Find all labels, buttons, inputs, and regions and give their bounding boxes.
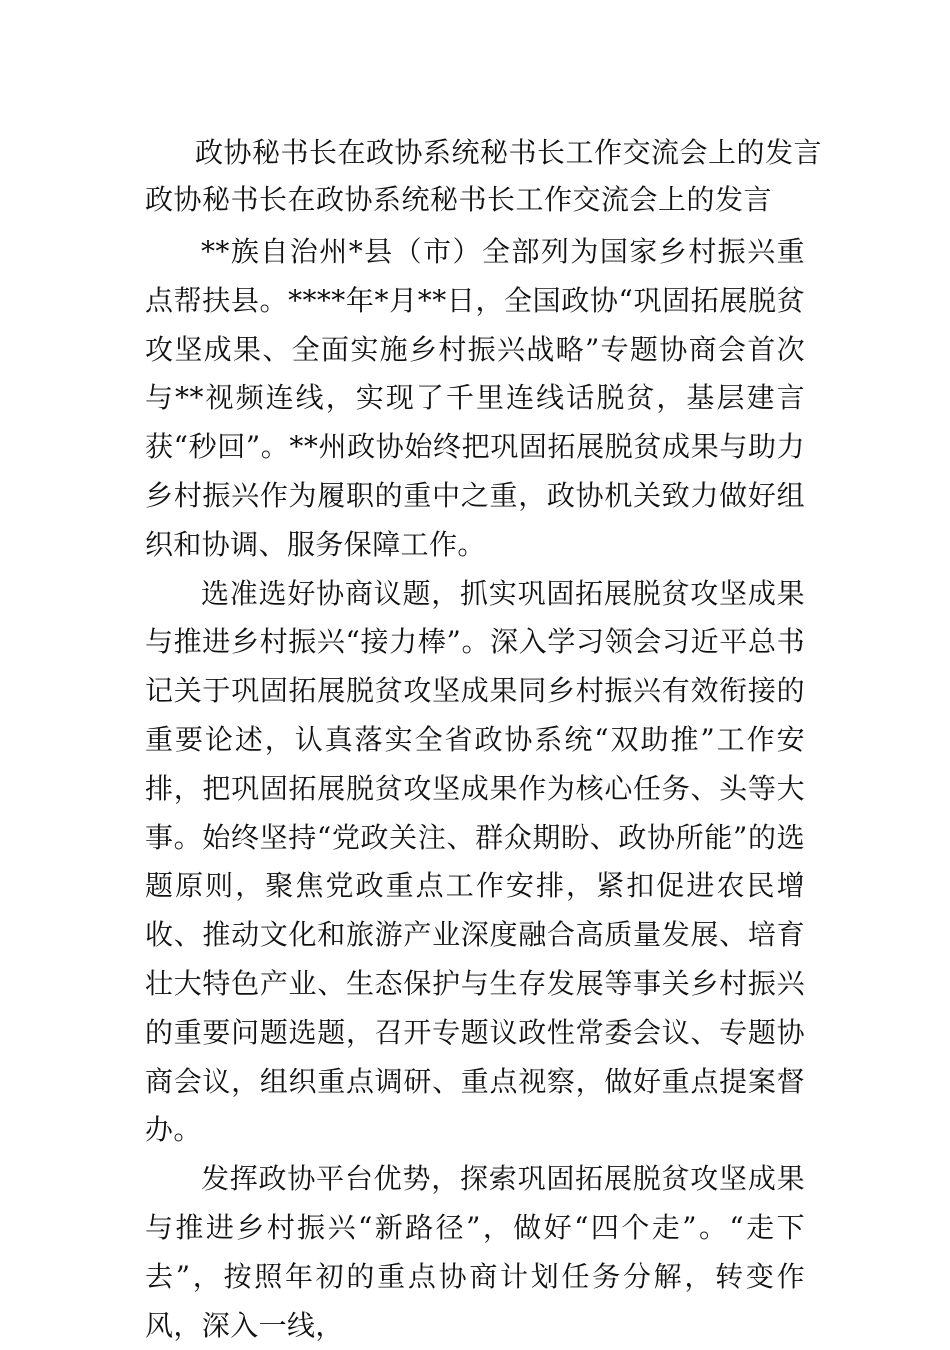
document-title: 政协秘书长在政协系统秘书长工作交流会上的发言 xyxy=(195,136,823,169)
paragraph-1: **族自治州*县（市）全部列为国家乡村振兴重点帮扶县。****年*月**日，全国政协“巩固拓展脱贫攻坚成果、全面实施乡村振兴战略”专题协商会首次与**视频连线，实现了千里连线话脱贫，基层建言获“秒回”。**州政协始终把巩固拓展脱贫成果与助力乡村振兴作为履职的重中之重，政协机关致力做好组织和协调、服务保障工作。 xyxy=(145,235,805,561)
document-body xyxy=(145,228,805,1350)
paragraph-2: 选准选好协商议题，抓实巩固拓展脱贫攻坚成果与推进乡村振兴“接力棒”。深入学习领会习近平总书记关于巩固拓展脱贫攻坚成果同乡村振兴有效衔接的重要论述，认真落实全省政协系统“双助推”工作安排，把巩固拓展脱贫攻坚成果作为核心任务、头等大事。始终坚持“党政关注、群众期盼、政协所能”的选题原则，聚焦党政重点工作安排，紧扣促进农民增收、推动文化和旅游产业深度融合高质量发展、培育壮大特色产业、生态保护与生存发展等事关乡村振兴的重要问题选题，召开专题议政性常委会议、专题协商会议，组织重点调研、重点视察，做好重点提案督办。 xyxy=(145,576,805,1147)
paragraph-3: 发挥政协平台优势，探索巩固拓展脱贫攻坚成果与推进乡村振兴“新路径”，做好“四个走”。“走下去”，按照年初的重点协商计划任务分解，转变作风，深入一线， xyxy=(145,1162,805,1342)
document-subtitle: 政协秘书长在政协系统秘书长工作交流会上的发言 xyxy=(145,183,773,216)
